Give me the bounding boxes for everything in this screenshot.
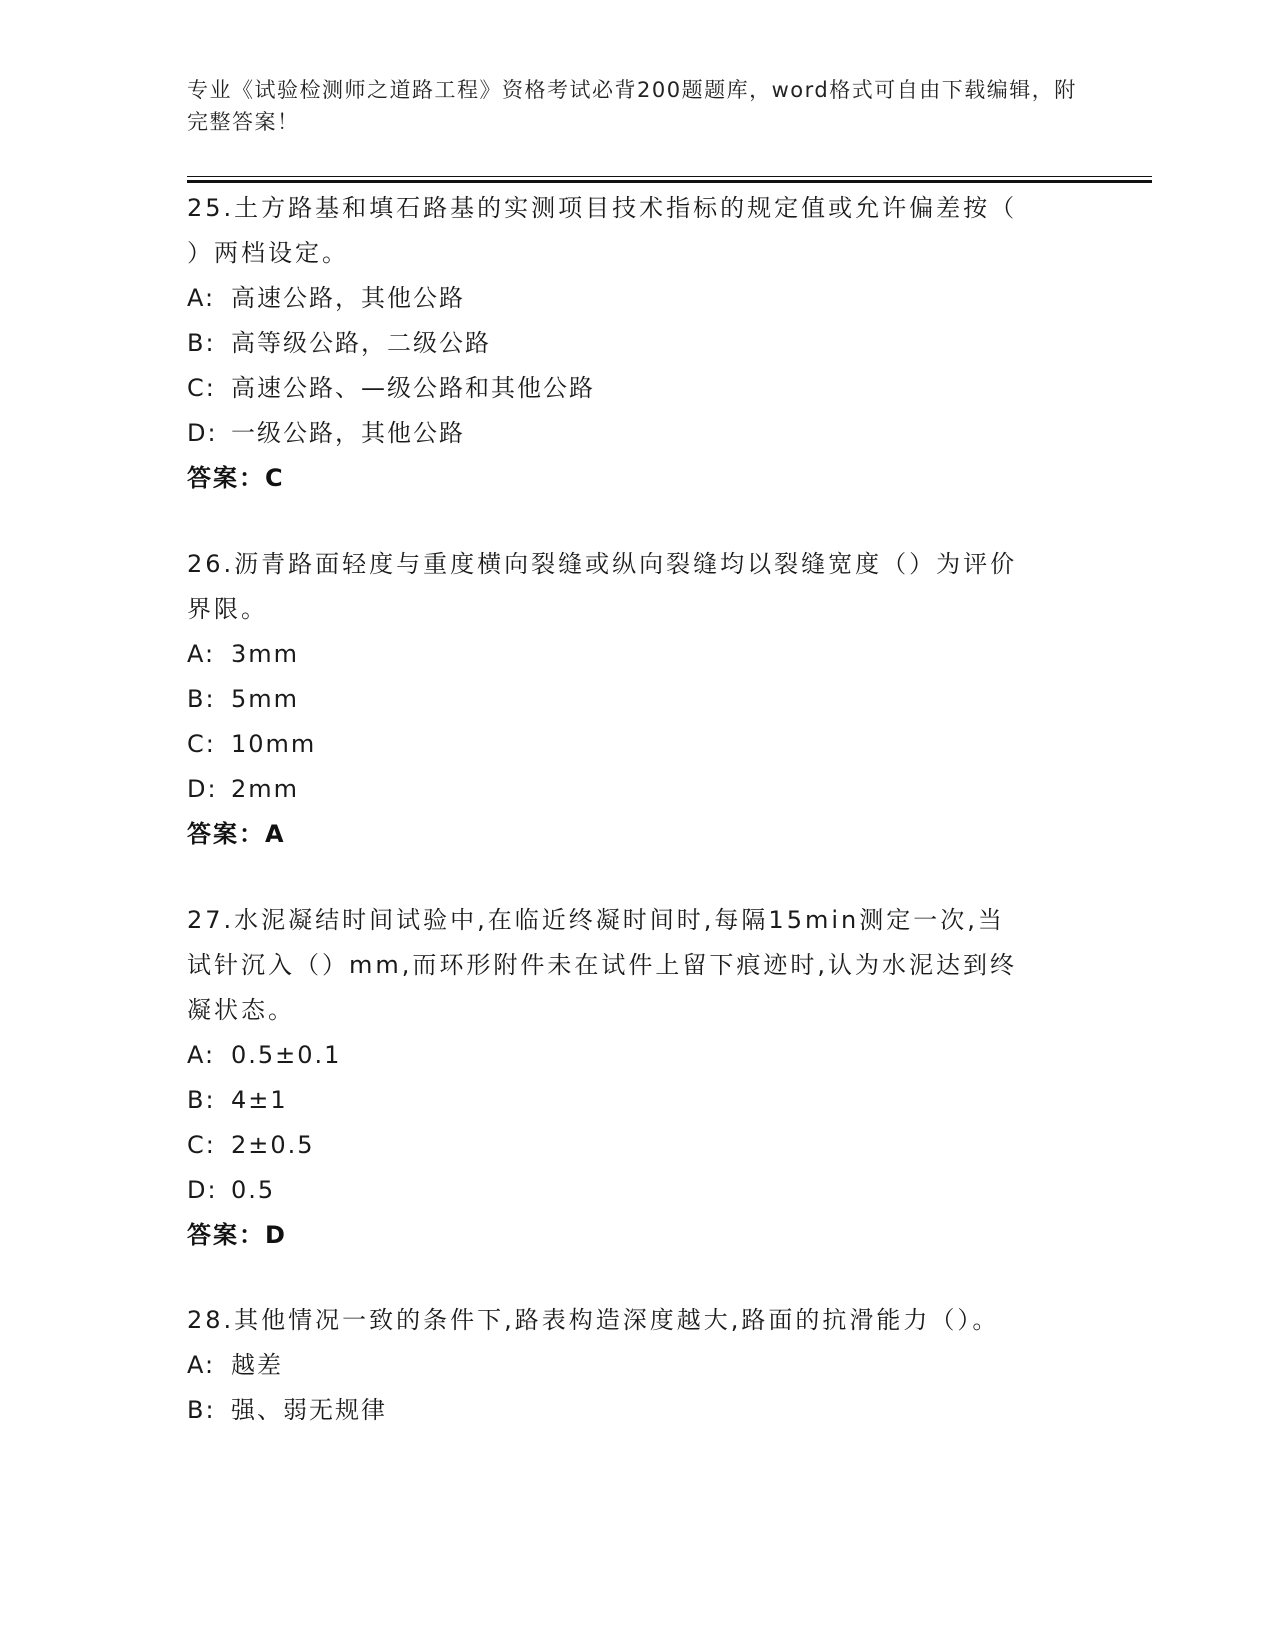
header-divider-thick [187,180,1152,183]
question-stem-line: 25.土方路基和填石路基的实测项目技术指标的规定值或允许偏差按（ [187,194,1018,222]
option-b: B: 高等级公路，二级公路 [187,329,491,357]
option-b: B: 4±1 [187,1086,288,1114]
option-a: A: 高速公路，其他公路 [187,284,465,312]
option-d: D: 一级公路，其他公路 [187,419,465,447]
option-c: C: 10mm [187,730,317,758]
question-28 [187,1298,1087,1433]
question-27 [187,898,1087,1258]
question-stem-line: 界限。 [187,595,268,623]
option-d: D: 2mm [187,775,300,803]
question-stem-line: 凝状态。 [187,996,295,1024]
question-stem-line: 27.水泥凝结时间试验中,在临近终凝时间时,每隔15min测定一次,当 [187,906,1005,934]
question-stem-line: 试针沉入（）mm,而环形附件未在试件上留下痕迹时,认为水泥达到终 [187,951,1018,979]
option-d: D: 0.5 [187,1176,276,1204]
option-b: B: 强、弱无规律 [187,1396,387,1424]
option-a: A: 3mm [187,640,300,668]
option-c: C: 高速公路、—级公路和其他公路 [187,374,595,402]
question-stem-line: ）两档设定。 [187,239,349,267]
option-b: B: 5mm [187,685,300,713]
question-stem-line: 28.其他情况一致的条件下,路表构造深度越大,路面的抗滑能力（）。 [187,1306,1000,1334]
document-header: 专业《试验检测师之道路工程》资格考试必背200题题库，word格式可自由下载编辑，附完整答案！ [187,78,1077,134]
answer-label: 答案：C [187,464,285,492]
header-divider-thin [187,176,1152,177]
question-stem-line: 26.沥青路面轻度与重度横向裂缝或纵向裂缝均以裂缝宽度（）为评价 [187,550,1018,578]
question-26 [187,542,1087,857]
answer-label: 答案：D [187,1221,287,1249]
option-c: C: 2±0.5 [187,1131,315,1159]
option-a: A: 越差 [187,1351,283,1379]
question-25 [187,186,1087,501]
answer-label: 答案：A [187,820,286,848]
option-a: A: 0.5±0.1 [187,1041,342,1069]
